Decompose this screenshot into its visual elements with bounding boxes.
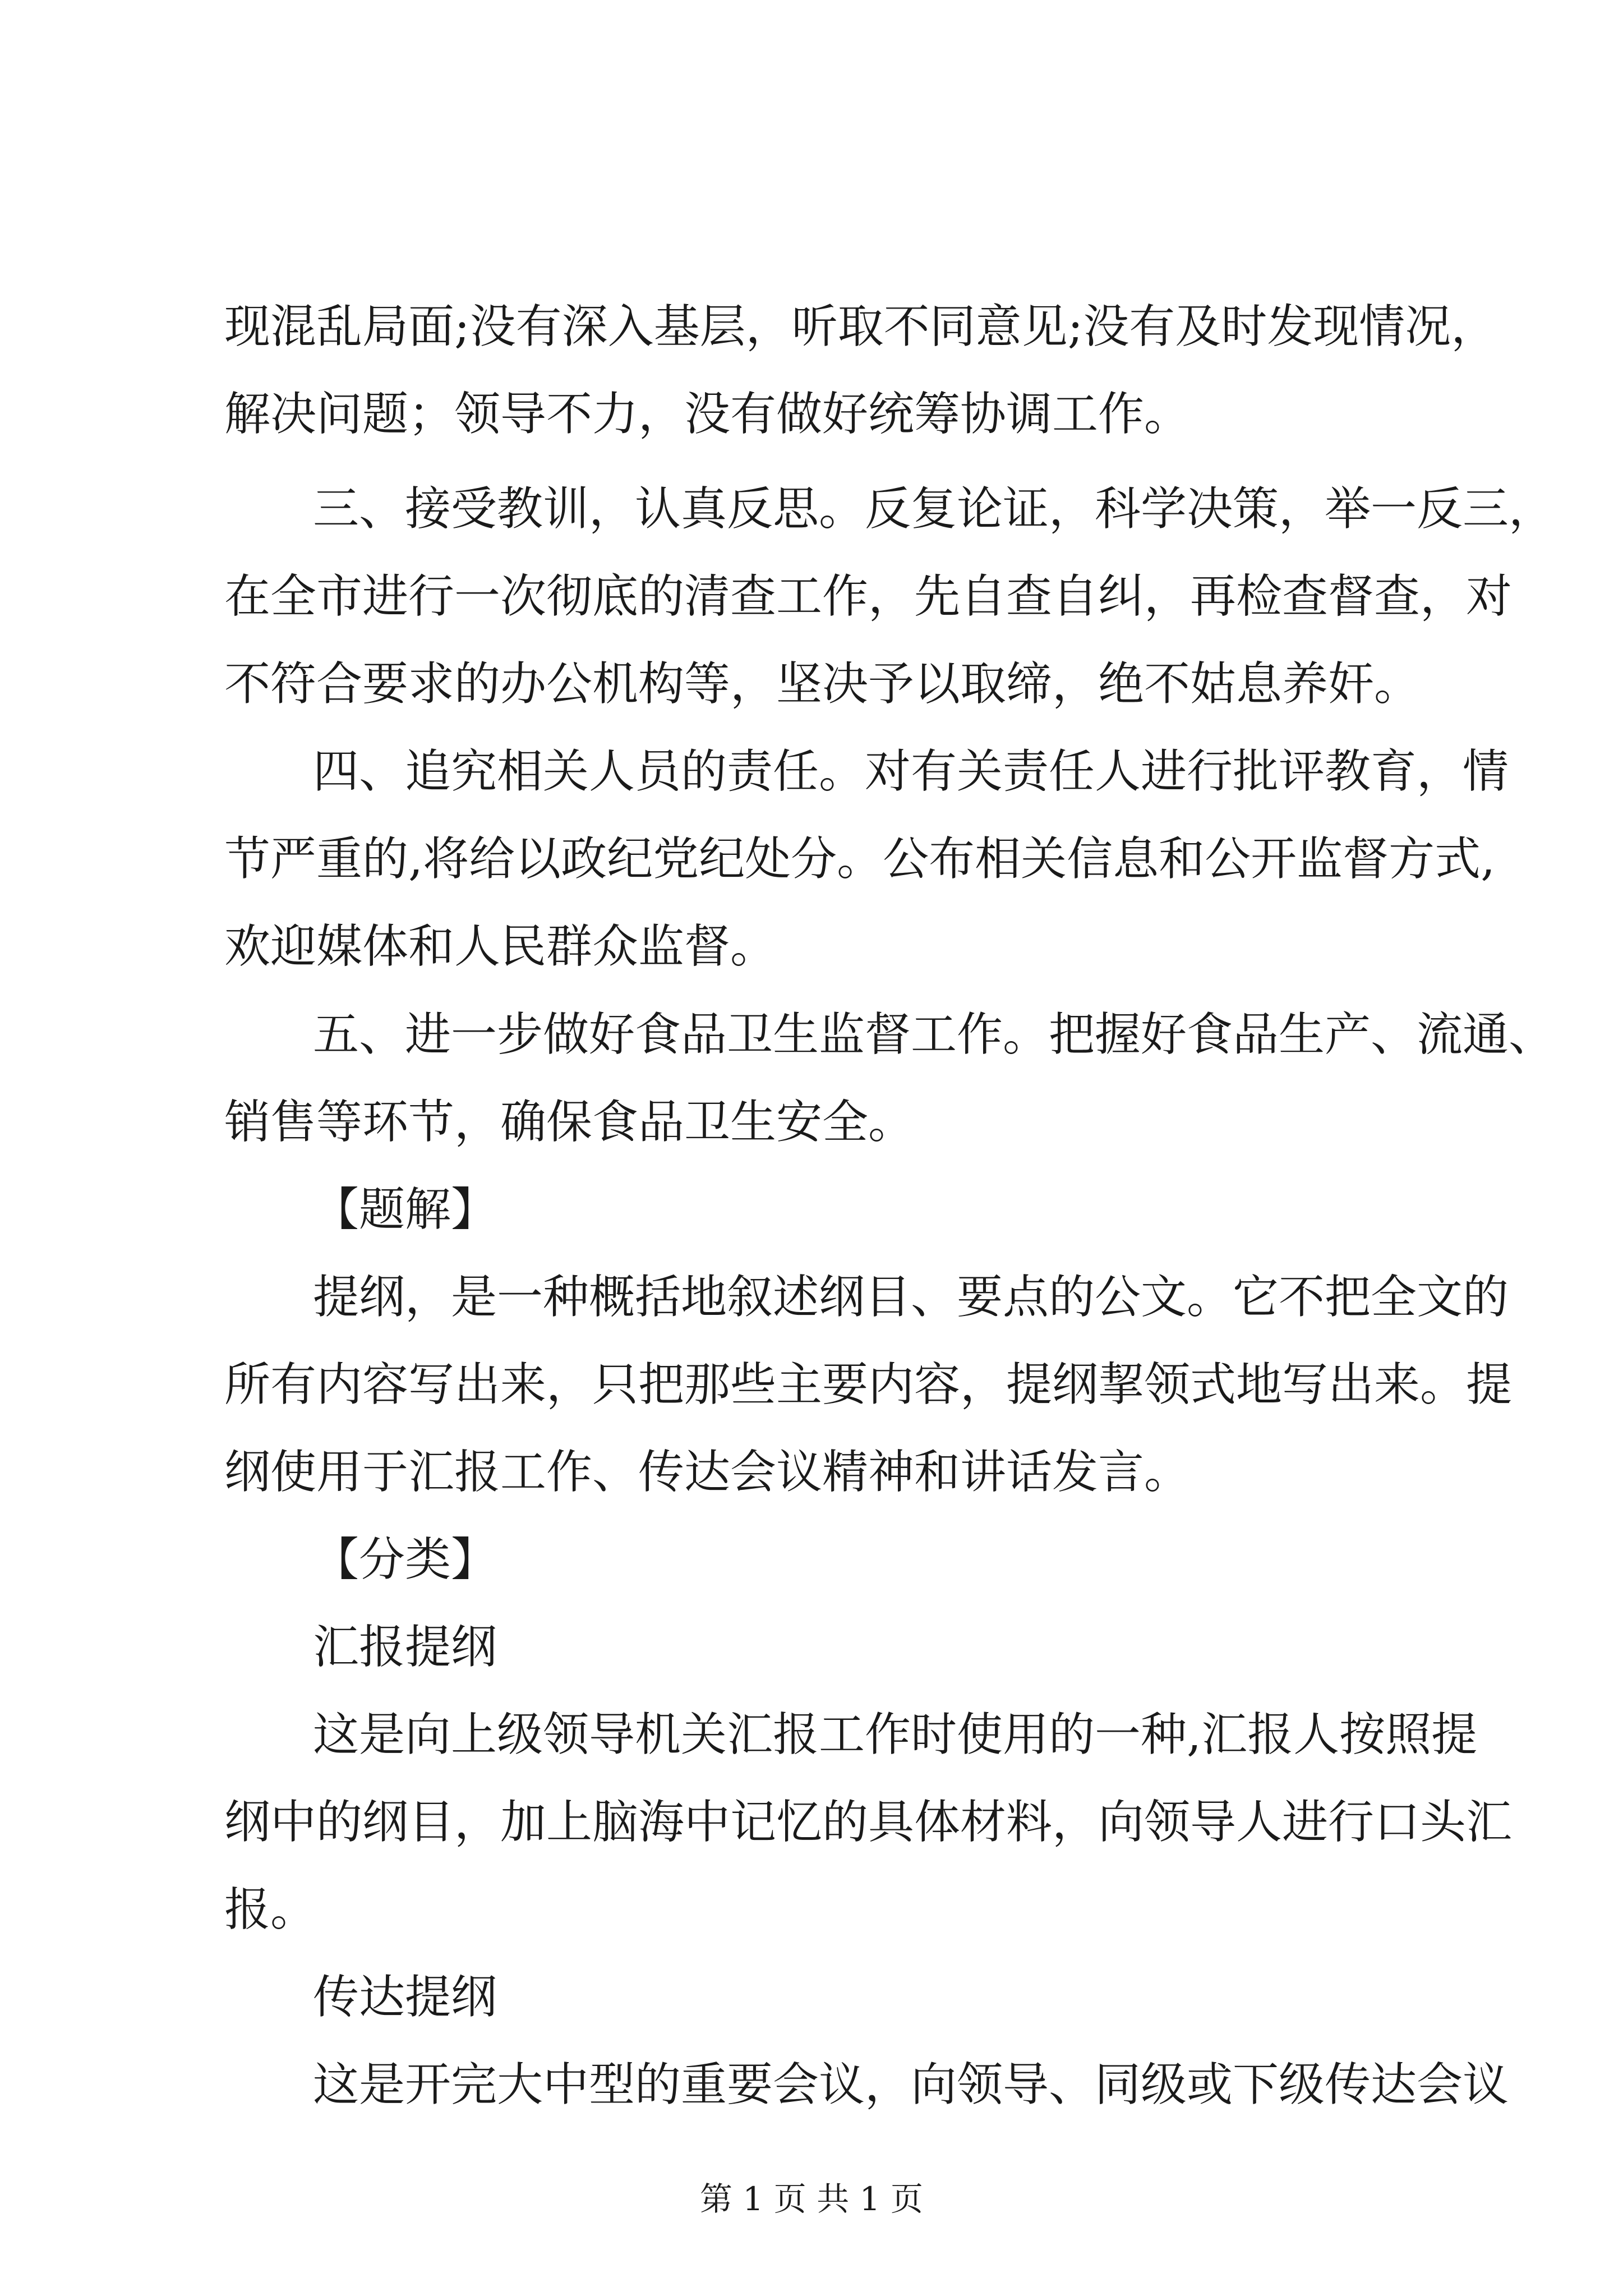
text-line-12: 提纲，是一种概括地叙述纲目、要点的公文。它不把全文的 bbox=[313, 1271, 1509, 1324]
text-line-4: 在全市进行一次彻底的清查工作，先自查自纠，再检查督查，对 bbox=[224, 570, 1513, 623]
subheading-chuanda: 传达提纲 bbox=[313, 1971, 497, 2024]
subheading-huibao: 汇报提纲 bbox=[313, 1621, 497, 1674]
text-line-9: 五、进一步做好食品卫生监督工作。把握好食品生产、流通、 bbox=[313, 1008, 1555, 1061]
text-line-7: 节严重的,将给以政纪党纪处分。公布相关信息和公开监督方式, bbox=[224, 832, 1496, 886]
text-line-2: 解决问题；领导不力，没有做好统筹协调工作。 bbox=[224, 388, 1191, 441]
text-line-21: 这是开完大中型的重要会议，向领导、同级或下级传达会议 bbox=[313, 2058, 1509, 2111]
page-footer: 第 1 页 共 1 页 bbox=[700, 2180, 923, 2218]
section-heading-fenlei: 【分类】 bbox=[313, 1533, 497, 1586]
text-line-10: 销售等环节，确保食品卫生安全。 bbox=[224, 1096, 915, 1149]
text-line-3: 三、接受教训，认真反思。反复论证，科学决策，举一反三， bbox=[313, 482, 1555, 536]
text-line-8: 欢迎媒体和人民群众监督。 bbox=[224, 920, 777, 973]
text-line-6: 四、追究相关人员的责任。对有关责任人进行批评教育，情 bbox=[313, 745, 1509, 798]
text-line-13: 所有内容写出来，只把那些主要内容，提纲挈领式地写出来。提 bbox=[224, 1358, 1513, 1411]
text-line-1: 现混乱局面;没有深入基层，听取不同意见;没有及时发现情况， bbox=[224, 300, 1497, 353]
text-line-5: 不符合要求的办公机构等，坚决予以取缔，绝不姑息养奸。 bbox=[224, 657, 1421, 711]
text-line-18: 纲中的纲目，加上脑海中记忆的具体材料，向领导人进行口头汇 bbox=[224, 1796, 1513, 1849]
section-heading-tijie: 【题解】 bbox=[313, 1183, 497, 1236]
text-line-17: 这是向上级领导机关汇报工作时使用的一种,汇报人按照提 bbox=[313, 1708, 1478, 1761]
text-line-19: 报。 bbox=[224, 1883, 317, 1936]
text-line-14: 纲使用于汇报工作、传达会议精神和讲话发言。 bbox=[224, 1446, 1191, 1499]
